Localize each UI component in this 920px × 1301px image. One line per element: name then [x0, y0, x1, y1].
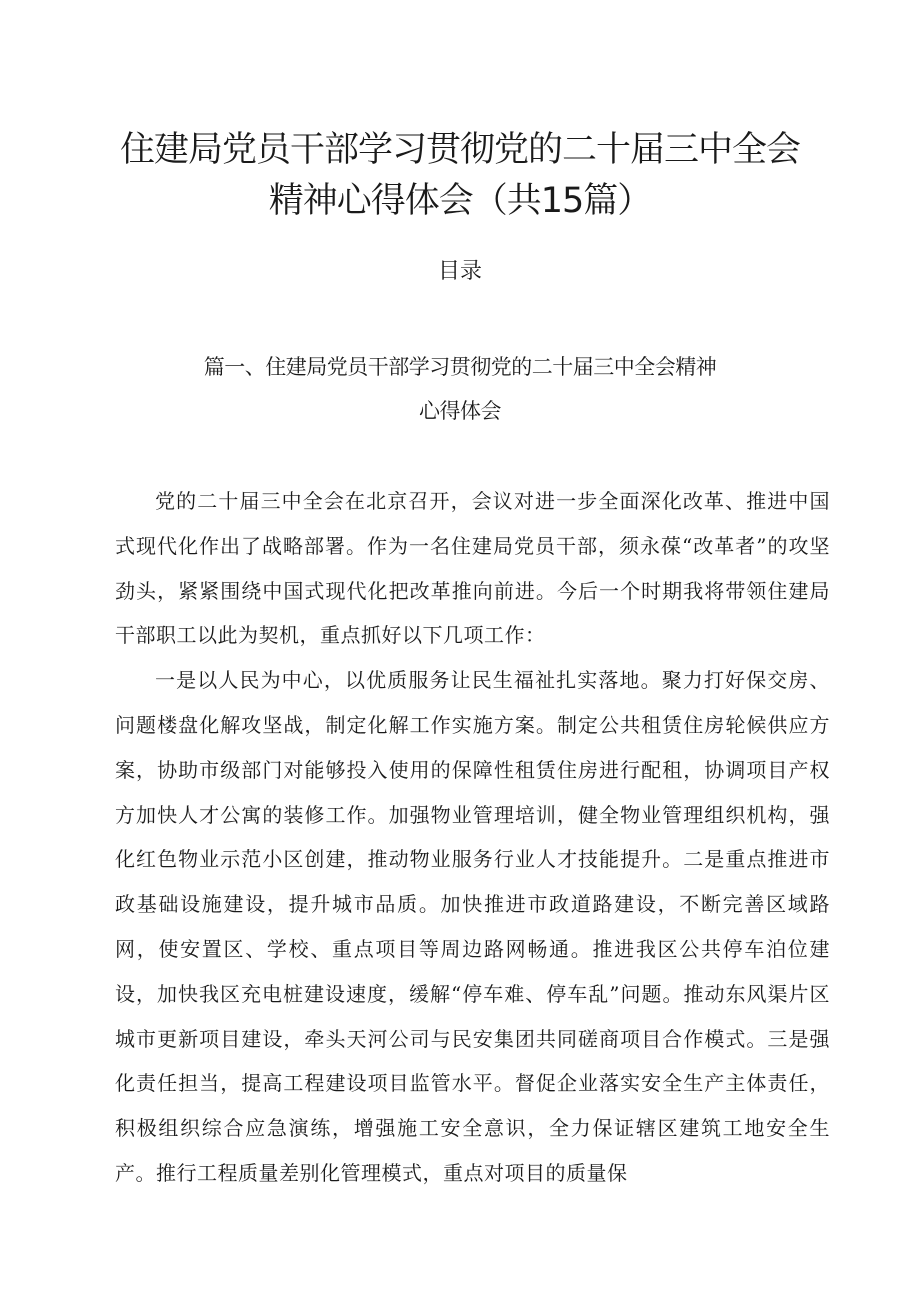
toc-heading: 目录: [437, 259, 482, 284]
document-title-line-1: 住建局党员干部学习贯彻党的二十届三中全会: [119, 130, 800, 170]
body-text: [115, 479, 830, 1196]
chapter-title-line-1: 篇一、住建局党员干部学习贯彻党的二十届三中全会精神: [203, 355, 717, 379]
chapter-title-line-2: 心得体会: [419, 399, 501, 423]
paragraph-intro: 党的二十届三中全会在北京召开，会议对进一步全面深化改革、推进中国式现代化作出了战略部署。作为一名住建局党员干部，须永葆“改革者”的攻坚劲头，紧紧围绕中国式现代化把改革推向前进。今后一个时期我将带领住建局干部职工以此为契机，重点抓好以下几项工作：: [115, 489, 830, 648]
paragraph-work-items: 一是以人民为中心，以优质服务让民生福祉扎实落地。聚力打好保交房、问题楼盘化解攻坚战，制定化解工作实施方案。制定公共租赁住房轮候供应方案，协助市级部门对能够投入使用的保障性租赁住房进行配租，协调项目产权方加快人才公寓的装修工作。加强物业管理培训，健全物业管理组织机构，强化红色物业示范小区创建，推动物业服务行业人才技能提升。二是重点推进市政基础设施建设，提升城市品质。加快推进市政道路建设，不断完善区域路网，使安置区、学校、重点项目等周边路网畅通。推进我区公共停车泊位建设，加快我区充电桩建设速度，缓解“停车难、停车乱”问题。推动东风渠片区城市更新项目建设，牵头天河公司与民安集团共同磋商项目合作模式。三是强化责任担当，提高工程建设项目监管水平。督促企业落实安全生产主体责任，积极组织综合应急演练，增强施工安全意识，全力保证辖区建筑工地安全生产。推行工程质量差别化管理模式，重点对项目的质量保: [115, 668, 830, 1185]
document-title-line-2: 精神心得体会（共15篇）: [268, 181, 652, 221]
